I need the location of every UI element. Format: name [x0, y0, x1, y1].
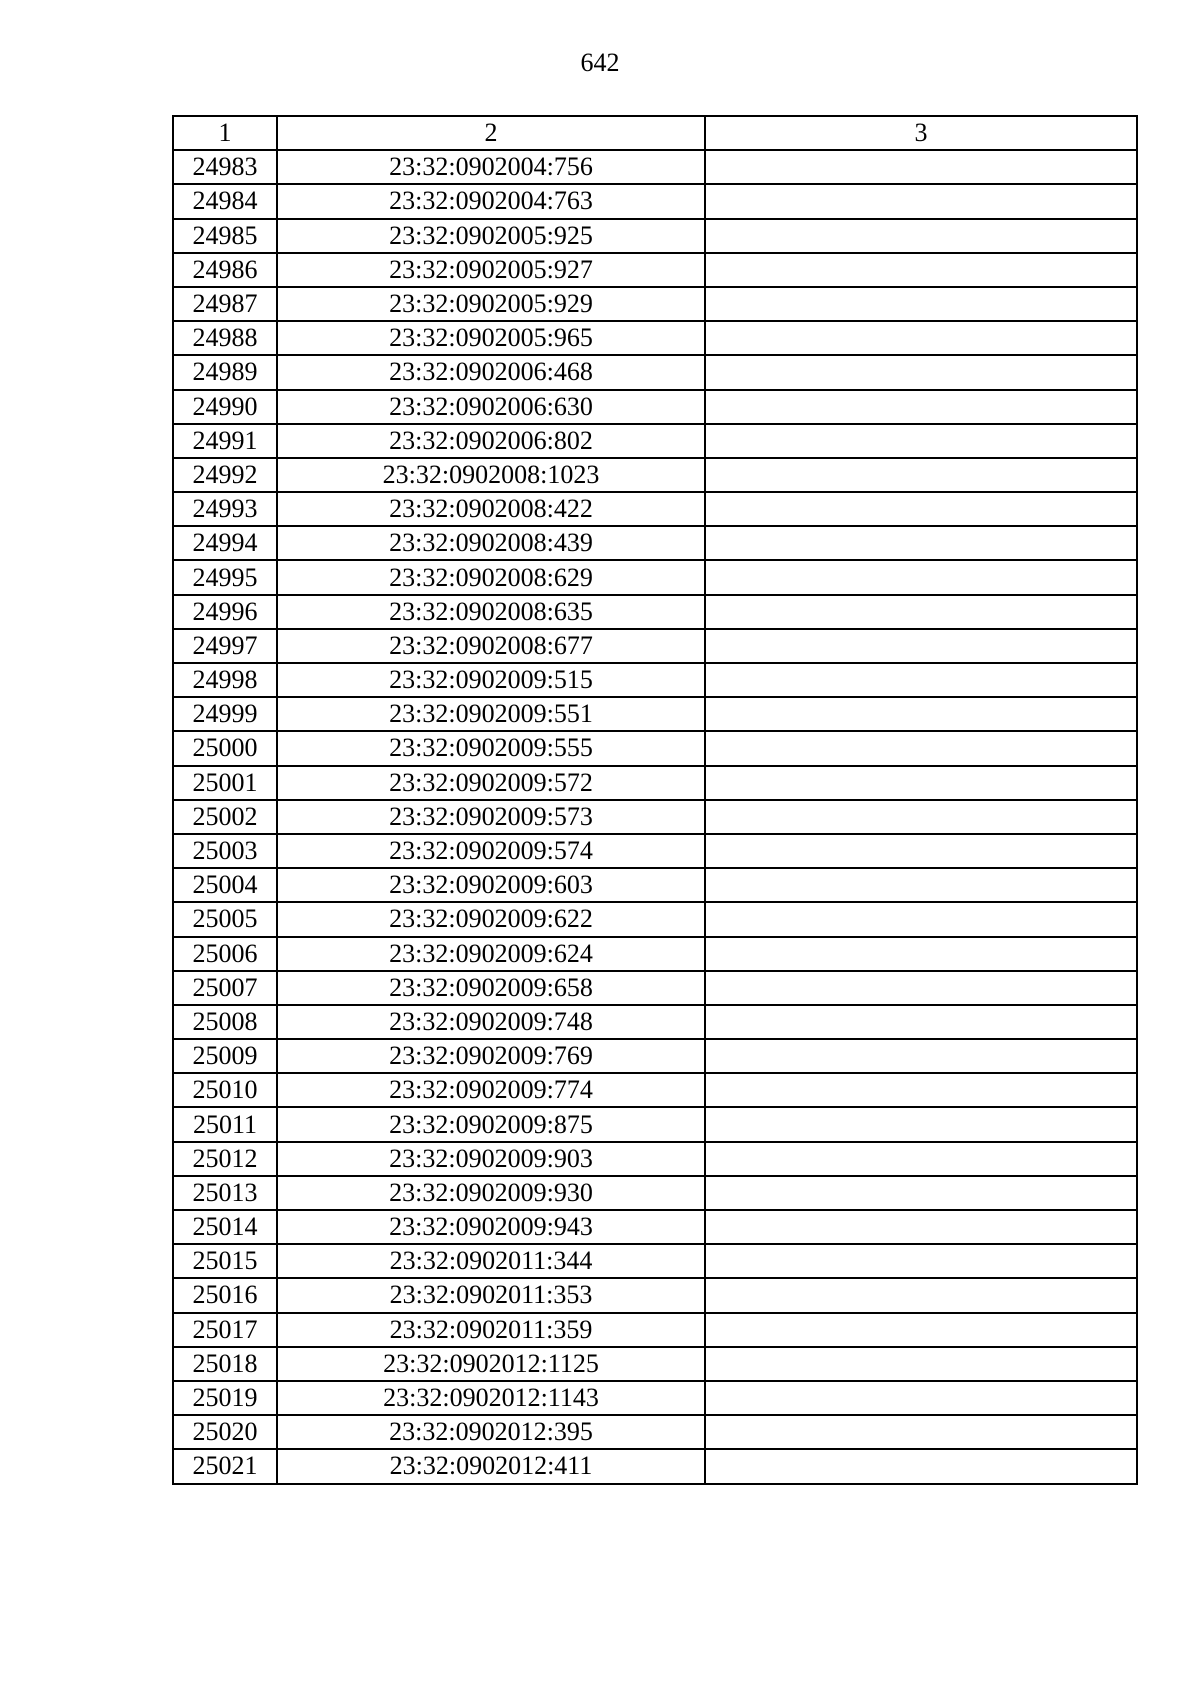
table-row [173, 937, 1137, 971]
row-number-cell: 25002 [173, 800, 277, 834]
table-row [173, 219, 1137, 253]
row-number-cell: 24999 [173, 697, 277, 731]
note-cell [705, 1005, 1137, 1039]
cadastral-number-cell: 23:32:0902004:763 [277, 184, 705, 218]
table-row [173, 1244, 1137, 1278]
table-row [173, 1107, 1137, 1141]
cadastral-number-cell: 23:32:0902009:555 [277, 731, 705, 765]
note-cell [705, 492, 1137, 526]
note-cell [705, 629, 1137, 663]
cadastral-number-cell: 23:32:0902005:927 [277, 253, 705, 287]
cadastral-number-cell: 23:32:0902009:515 [277, 663, 705, 697]
note-cell [705, 595, 1137, 629]
cadastral-number-cell: 23:32:0902009:572 [277, 766, 705, 800]
note-cell [705, 560, 1137, 594]
table-row [173, 526, 1137, 560]
cadastral-number-cell: 23:32:0902009:769 [277, 1039, 705, 1073]
cadastral-number-cell: 23:32:0902004:756 [277, 150, 705, 184]
table-header-row [173, 116, 1137, 150]
cadastral-number-cell: 23:32:0902011:359 [277, 1313, 705, 1347]
row-number-cell: 24993 [173, 492, 277, 526]
row-number-cell: 25020 [173, 1415, 277, 1449]
cadastral-number-cell: 23:32:0902009:748 [277, 1005, 705, 1039]
row-number-cell: 25015 [173, 1244, 277, 1278]
row-number-cell: 25016 [173, 1278, 277, 1312]
cadastral-number-cell: 23:32:0902012:395 [277, 1415, 705, 1449]
row-number-cell: 25014 [173, 1210, 277, 1244]
table-row [173, 731, 1137, 765]
table-row [173, 321, 1137, 355]
note-cell [705, 766, 1137, 800]
row-number-cell: 24994 [173, 526, 277, 560]
row-number-cell: 24986 [173, 253, 277, 287]
cadastral-number-cell: 23:32:0902006:630 [277, 390, 705, 424]
table-row [173, 287, 1137, 321]
row-number-cell: 25001 [173, 766, 277, 800]
note-cell [705, 1210, 1137, 1244]
row-number-cell: 25021 [173, 1449, 277, 1483]
table-row [173, 629, 1137, 663]
table-row [173, 868, 1137, 902]
note-cell [705, 150, 1137, 184]
row-number-cell: 25000 [173, 731, 277, 765]
table-row [173, 1210, 1137, 1244]
row-number-cell: 25005 [173, 902, 277, 936]
row-number-cell: 25010 [173, 1073, 277, 1107]
row-number-cell: 24990 [173, 390, 277, 424]
cadastral-number-cell: 23:32:0902009:943 [277, 1210, 705, 1244]
cadastral-number-cell: 23:32:0902008:635 [277, 595, 705, 629]
note-cell [705, 937, 1137, 971]
cadastral-number-cell: 23:32:0902009:551 [277, 697, 705, 731]
note-cell [705, 1313, 1137, 1347]
cadastral-number-cell: 23:32:0902008:629 [277, 560, 705, 594]
note-cell [705, 219, 1137, 253]
row-number-cell: 25007 [173, 971, 277, 1005]
cadastral-number-cell: 23:32:0902009:624 [277, 937, 705, 971]
row-number-cell: 25009 [173, 1039, 277, 1073]
row-number-cell: 24984 [173, 184, 277, 218]
table-body [173, 116, 1137, 1484]
cadastral-number-cell: 23:32:0902009:573 [277, 800, 705, 834]
cadastral-number-cell: 23:32:0902005:929 [277, 287, 705, 321]
cadastral-number-cell: 23:32:0902005:925 [277, 219, 705, 253]
row-number-cell: 24988 [173, 321, 277, 355]
note-cell [705, 1449, 1137, 1483]
table-row [173, 1005, 1137, 1039]
table-row [173, 184, 1137, 218]
table-row [173, 1415, 1137, 1449]
cadastral-number-cell: 23:32:0902011:353 [277, 1278, 705, 1312]
column-header-2: 2 [277, 116, 705, 150]
table-row [173, 1313, 1137, 1347]
row-number-cell: 25008 [173, 1005, 277, 1039]
table-row [173, 390, 1137, 424]
table-row [173, 1176, 1137, 1210]
note-cell [705, 868, 1137, 902]
cadastral-number-cell: 23:32:0902006:468 [277, 355, 705, 389]
cadastral-number-cell: 23:32:0902009:875 [277, 1107, 705, 1141]
table-row [173, 834, 1137, 868]
cadastral-number-cell: 23:32:0902008:677 [277, 629, 705, 663]
note-cell [705, 287, 1137, 321]
note-cell [705, 526, 1137, 560]
note-cell [705, 1142, 1137, 1176]
note-cell [705, 971, 1137, 1005]
note-cell [705, 1415, 1137, 1449]
note-cell [705, 355, 1137, 389]
row-number-cell: 25011 [173, 1107, 277, 1141]
registry-table [172, 115, 1138, 1485]
cadastral-number-cell: 23:32:0902012:1125 [277, 1347, 705, 1381]
note-cell [705, 1278, 1137, 1312]
table-row [173, 1381, 1137, 1415]
cadastral-number-cell: 23:32:0902009:774 [277, 1073, 705, 1107]
table-row [173, 1039, 1137, 1073]
table-row [173, 663, 1137, 697]
note-cell [705, 1107, 1137, 1141]
row-number-cell: 24998 [173, 663, 277, 697]
cadastral-number-cell: 23:32:0902012:1143 [277, 1381, 705, 1415]
cadastral-number-cell: 23:32:0902008:1023 [277, 458, 705, 492]
cadastral-number-cell: 23:32:0902009:622 [277, 902, 705, 936]
page-number: 642 [580, 48, 620, 77]
note-cell [705, 1176, 1137, 1210]
table-row [173, 458, 1137, 492]
note-cell [705, 834, 1137, 868]
cadastral-number-cell: 23:32:0902006:802 [277, 424, 705, 458]
table-row [173, 1278, 1137, 1312]
note-cell [705, 731, 1137, 765]
row-number-cell: 25003 [173, 834, 277, 868]
note-cell [705, 458, 1137, 492]
table-row [173, 766, 1137, 800]
table-row [173, 150, 1137, 184]
row-number-cell: 25006 [173, 937, 277, 971]
row-number-cell: 25004 [173, 868, 277, 902]
note-cell [705, 321, 1137, 355]
row-number-cell: 25018 [173, 1347, 277, 1381]
note-cell [705, 1073, 1137, 1107]
cadastral-number-cell: 23:32:0902005:965 [277, 321, 705, 355]
table-row [173, 1449, 1137, 1483]
table-row [173, 355, 1137, 389]
cadastral-number-cell: 23:32:0902011:344 [277, 1244, 705, 1278]
row-number-cell: 25012 [173, 1142, 277, 1176]
column-header-1: 1 [173, 116, 277, 150]
note-cell [705, 697, 1137, 731]
note-cell [705, 1039, 1137, 1073]
cadastral-number-cell: 23:32:0902009:574 [277, 834, 705, 868]
cadastral-number-cell: 23:32:0902009:930 [277, 1176, 705, 1210]
table-row [173, 902, 1137, 936]
table-row [173, 595, 1137, 629]
note-cell [705, 1381, 1137, 1415]
table-row [173, 1347, 1137, 1381]
cadastral-number-cell: 23:32:0902012:411 [277, 1449, 705, 1483]
table-row [173, 971, 1137, 1005]
table-row [173, 492, 1137, 526]
cadastral-number-cell: 23:32:0902008:439 [277, 526, 705, 560]
table-row [173, 800, 1137, 834]
row-number-cell: 24992 [173, 458, 277, 492]
cadastral-number-cell: 23:32:0902009:603 [277, 868, 705, 902]
note-cell [705, 424, 1137, 458]
row-number-cell: 25019 [173, 1381, 277, 1415]
cadastral-number-cell: 23:32:0902008:422 [277, 492, 705, 526]
note-cell [705, 253, 1137, 287]
row-number-cell: 24989 [173, 355, 277, 389]
row-number-cell: 24983 [173, 150, 277, 184]
row-number-cell: 24987 [173, 287, 277, 321]
note-cell [705, 663, 1137, 697]
note-cell [705, 902, 1137, 936]
note-cell [705, 184, 1137, 218]
note-cell [705, 390, 1137, 424]
table-row [173, 697, 1137, 731]
note-cell [705, 800, 1137, 834]
note-cell [705, 1347, 1137, 1381]
row-number-cell: 24991 [173, 424, 277, 458]
table-row [173, 424, 1137, 458]
row-number-cell: 24985 [173, 219, 277, 253]
table-row [173, 253, 1137, 287]
table-row [173, 1142, 1137, 1176]
row-number-cell: 25013 [173, 1176, 277, 1210]
note-cell [705, 1244, 1137, 1278]
column-header-3: 3 [705, 116, 1137, 150]
table-row [173, 1073, 1137, 1107]
cadastral-number-cell: 23:32:0902009:658 [277, 971, 705, 1005]
row-number-cell: 25017 [173, 1313, 277, 1347]
row-number-cell: 24996 [173, 595, 277, 629]
cadastral-number-cell: 23:32:0902009:903 [277, 1142, 705, 1176]
row-number-cell: 24995 [173, 560, 277, 594]
table-row [173, 560, 1137, 594]
row-number-cell: 24997 [173, 629, 277, 663]
